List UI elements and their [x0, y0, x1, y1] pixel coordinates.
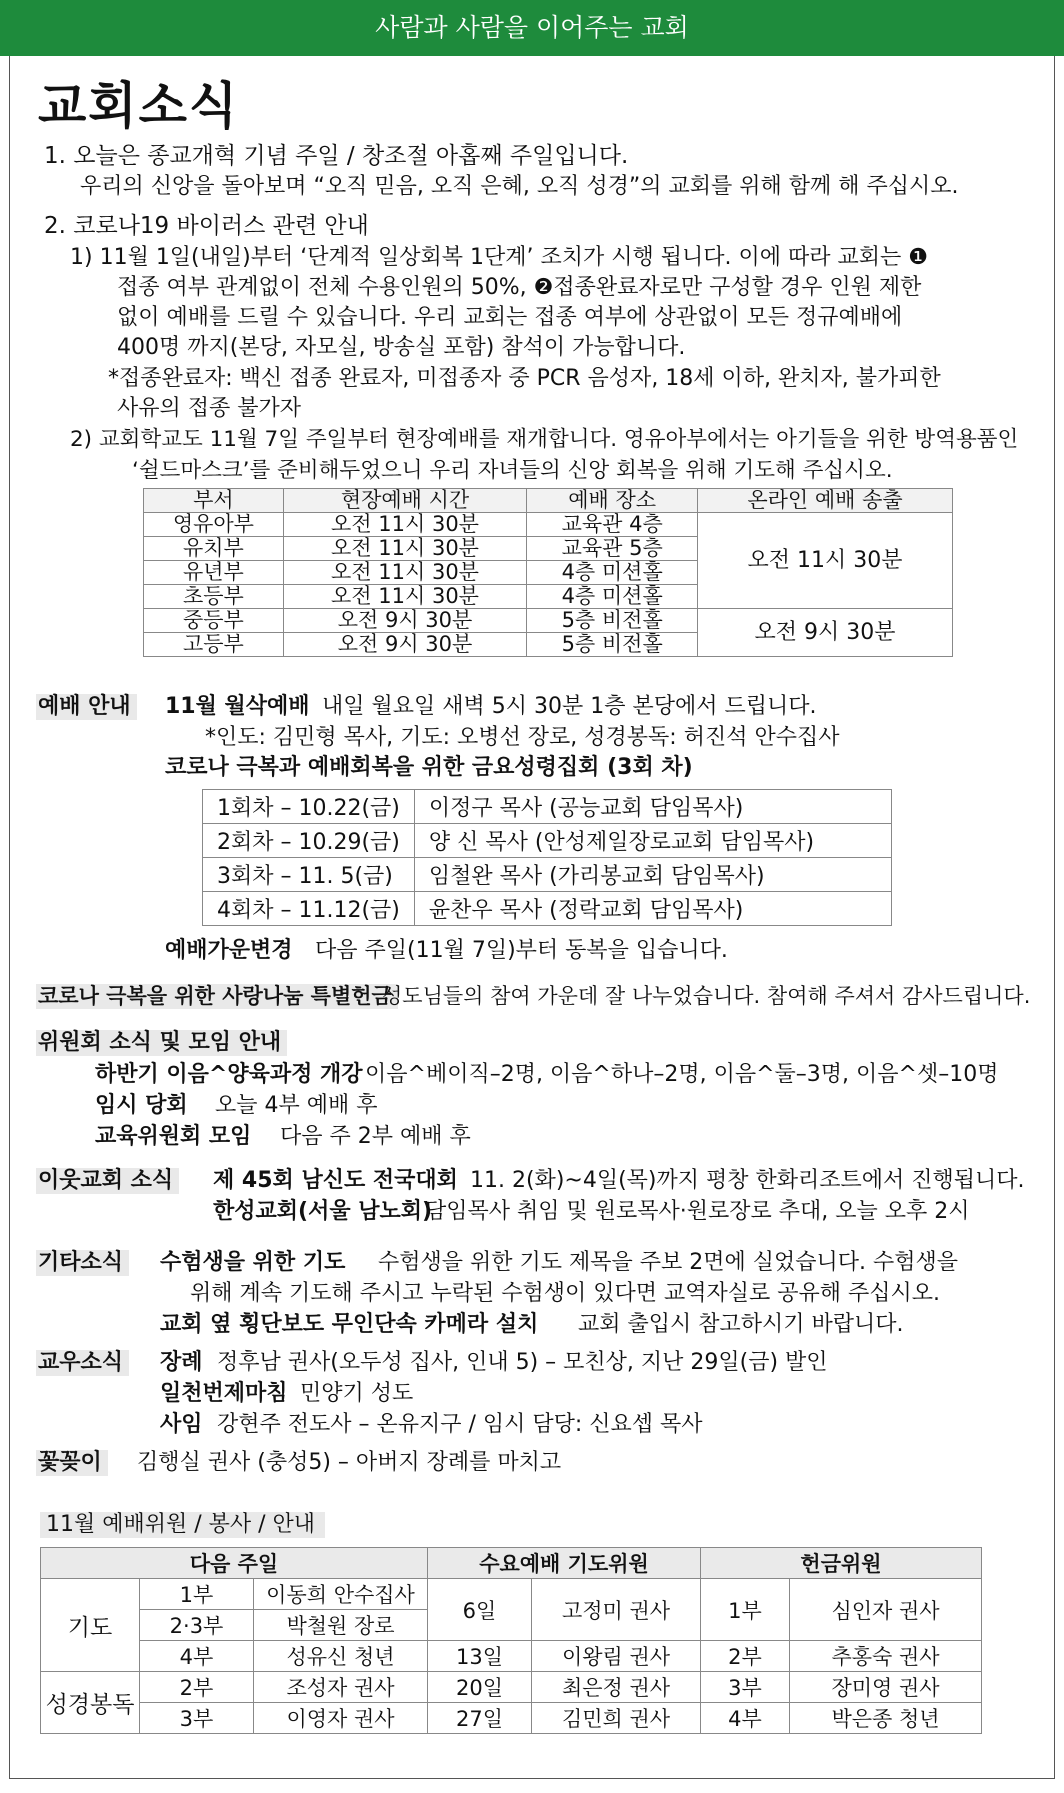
time-cell: 오전 11시 30분	[283, 561, 526, 585]
dept-cell: 유년부	[144, 561, 284, 585]
reading-role-cell: 성경봉독	[41, 1672, 140, 1734]
monthly-worship-title: 11월 월삭예배	[165, 694, 310, 719]
covid-notice-line: 1) 11월 1일(내일)부터 ‘단계적 일상회복 1단계’ 조치가 시행 됩니다. 이에 따라 교회는 ❶	[70, 245, 928, 270]
members-item-title: 장례	[160, 1350, 203, 1375]
covid-notice-line: 없이 예배를 드릴 수 있습니다. 우리 교회는 접종 여부에 상관없이 모든 정규예배에	[117, 305, 903, 330]
person-cell: 박은종 청년	[790, 1703, 982, 1734]
etc-item-title: 수험생을 위한 기도	[160, 1250, 346, 1275]
time-cell: 오전 11시 30분	[283, 513, 526, 537]
members-item-title: 사임	[160, 1412, 203, 1437]
school-worship-table	[143, 488, 953, 657]
service-cell: 4부	[140, 1641, 254, 1672]
committee-item-title: 하반기 이음^양육과정 개강	[95, 1062, 363, 1087]
person-cell: 심인자 권사	[790, 1579, 982, 1641]
session-cell: 4회차 – 11.12(금)	[203, 892, 415, 926]
person-cell: 성유신 청년	[254, 1641, 428, 1672]
flower-section-label: 꽃꽂이	[36, 1450, 108, 1476]
committee-item-text: 다음 주 2부 예배 후	[280, 1124, 471, 1149]
covid-notice-line: *접종완료자: 백신 접종 완료자, 미접종자 중 PCR 음성자, 18세 이하, 완치자, 불가피한	[108, 366, 941, 391]
person-cell: 김민희 권사	[532, 1703, 701, 1734]
table-row	[144, 513, 953, 537]
friday-gathering-table	[202, 789, 892, 926]
service-cell: 1부	[140, 1579, 254, 1610]
etc-item-text: 수험생을 위한 기도 제목을 주보 2면에 실었습니다. 수험생을	[378, 1250, 958, 1275]
place-cell: 교육관 5층	[527, 537, 698, 561]
place-cell: 4층 미션홀	[527, 561, 698, 585]
table-header-cell: 헌금위원	[701, 1548, 982, 1579]
person-cell: 고정미 권사	[532, 1579, 701, 1641]
table-header-row	[144, 489, 953, 513]
table-header-row	[41, 1548, 982, 1579]
covid-notice-line: 400명 까지(본당, 자모실, 방송실 포함) 참석이 가능합니다.	[117, 335, 686, 360]
monthly-worship-roles: *인도: 김민형 목사, 기도: 오병선 장로, 성경봉독: 허진석 안수집사	[205, 725, 840, 750]
neighbor-item-text: 담임목사 취임 및 원로목사·원로장로 추대, 오늘 오후 2시	[425, 1199, 970, 1224]
special-offering-label: 코로나 극복을 위한 사랑나눔 특별헌금	[36, 984, 398, 1009]
news-item-1-body: 우리의 신앙을 돌아보며 “오직 믿음, 오직 은혜, 오직 성경”의 교회를 위해 함께 해 주십시오.	[80, 174, 959, 199]
header-banner: 사람과 사람을 이어주는 교회	[0, 0, 1064, 56]
members-item-text: 정후남 권사(오두성 집사, 인내 5) – 모친상, 지난 29일(금) 발인	[217, 1350, 828, 1375]
table-header-cell: 현장예배 시간	[283, 489, 526, 513]
speaker-cell: 양 신 목사 (안성제일장로교회 담임목사)	[414, 824, 891, 858]
school-notice-line: ‘쉴드마스크’를 준비해두었으니 우리 자녀들의 신앙 회복을 위해 기도해 주십시오.	[132, 458, 893, 483]
time-cell: 오전 11시 30분	[283, 585, 526, 609]
committee-item-title: 교육위원회 모임	[95, 1124, 252, 1149]
members-item-text: 민양기 성도	[300, 1381, 414, 1406]
dept-cell: 초등부	[144, 585, 284, 609]
etc-item-text-cont: 위해 계속 기도해 주시고 누락된 수험생이 있다면 교역자실로 공유해 주십시오.	[190, 1281, 940, 1306]
covid-notice-line: 사유의 접종 불가자	[117, 396, 302, 421]
special-offering-text: 성도님들의 참여 가운데 잘 나누었습니다. 참여해 주셔서 감사드립니다.	[382, 984, 1031, 1008]
speaker-cell: 임철완 목사 (가리봉교회 담임목사)	[414, 858, 891, 892]
neighbor-item-title: 한성교회(서울 남노회)	[213, 1199, 433, 1224]
members-item-text: 강현주 전도사 – 온유지구 / 임시 담당: 신요셉 목사	[217, 1412, 703, 1437]
online-cell: 오전 9시 30분	[698, 609, 953, 657]
duty-section-label: 11월 예배위원 / 봉사 / 안내	[40, 1512, 325, 1538]
service-cell: 3부	[140, 1703, 254, 1734]
etc-item-title: 교회 옆 횡단보도 무인단속 카메라 설치	[160, 1312, 539, 1337]
committee-section-label: 위원회 소식 및 모임 안내	[36, 1030, 287, 1056]
place-cell: 5층 비전홀	[527, 609, 698, 633]
etc-item-text: 교회 출입시 참고하시기 바랍니다.	[578, 1312, 904, 1337]
table-row	[203, 892, 892, 926]
gown-change-text: 다음 주일(11월 7일)부터 동복을 입습니다.	[315, 938, 728, 963]
service-cell: 4부	[701, 1703, 790, 1734]
dept-cell: 중등부	[144, 609, 284, 633]
person-cell: 최은정 권사	[532, 1672, 701, 1703]
members-item-title: 일천번제마침	[160, 1381, 288, 1406]
table-header-cell: 예배 장소	[527, 489, 698, 513]
gown-change-title: 예배가운변경	[165, 938, 293, 963]
table-row	[144, 609, 953, 633]
monthly-worship-text: 내일 월요일 새벽 5시 30분 1층 본당에서 드립니다.	[322, 694, 817, 719]
table-row	[41, 1703, 982, 1734]
person-cell: 추홍숙 권사	[790, 1641, 982, 1672]
friday-gathering-title: 코로나 극복과 예배회복을 위한 금요성령집회 (3회 차)	[165, 755, 693, 780]
news-item-2-title: 2. 코로나19 바이러스 관련 안내	[44, 213, 369, 239]
neighbor-item-title: 제 45회 남신도 전국대회	[213, 1168, 458, 1193]
person-cell: 이영자 권사	[254, 1703, 428, 1734]
person-cell: 박철원 장로	[254, 1610, 428, 1641]
flower-text: 김행실 권사 (충성5) – 아버지 장례를 마치고	[137, 1450, 562, 1475]
date-cell: 20일	[428, 1672, 532, 1703]
page-title: 교회소식	[38, 77, 240, 135]
committee-item-text: 오늘 4부 예배 후	[215, 1093, 378, 1118]
service-cell: 1부	[701, 1579, 790, 1641]
online-cell: 오전 11시 30분	[698, 513, 953, 609]
table-header-cell: 다음 주일	[41, 1548, 428, 1579]
person-cell: 이동희 안수집사	[254, 1579, 428, 1610]
place-cell: 교육관 4층	[527, 513, 698, 537]
session-cell: 2회차 – 10.29(금)	[203, 824, 415, 858]
members-section-label: 교우소식	[36, 1350, 129, 1376]
speaker-cell: 윤찬우 목사 (정락교회 담임목사)	[414, 892, 891, 926]
person-cell: 이왕림 권사	[532, 1641, 701, 1672]
session-cell: 3회차 – 11. 5(금)	[203, 858, 415, 892]
table-row	[203, 824, 892, 858]
committee-item-title: 임시 당회	[95, 1093, 188, 1118]
service-cell: 3부	[701, 1672, 790, 1703]
time-cell: 오전 11시 30분	[283, 537, 526, 561]
school-notice-line: 2) 교회학교도 11월 7일 주일부터 현장예배를 재개합니다. 영유아부에서는 아기들을 위한 방역용품인	[70, 427, 1019, 452]
place-cell: 4층 미션홀	[527, 585, 698, 609]
place-cell: 5층 비전홀	[527, 633, 698, 657]
dept-cell: 고등부	[144, 633, 284, 657]
table-row	[203, 790, 892, 824]
person-cell: 장미영 권사	[790, 1672, 982, 1703]
table-row	[203, 858, 892, 892]
dept-cell: 유치부	[144, 537, 284, 561]
table-header-cell: 수요예배 기도위원	[428, 1548, 701, 1579]
date-cell: 13일	[428, 1641, 532, 1672]
speaker-cell: 이정구 목사 (공능교회 담임목사)	[414, 790, 891, 824]
prayer-role-cell: 기도	[41, 1579, 140, 1672]
neighbor-section-label: 이웃교회 소식	[36, 1168, 179, 1194]
table-header-cell: 부서	[144, 489, 284, 513]
date-cell: 6일	[428, 1579, 532, 1641]
worship-section-label: 예배 안내	[36, 694, 137, 720]
committee-item-text: 이음^베이직–2명, 이음^하나–2명, 이음^둘–3명, 이음^셋–10명	[365, 1062, 999, 1087]
table-header-cell: 온라인 예배 송출	[698, 489, 953, 513]
time-cell: 오전 9시 30분	[283, 633, 526, 657]
session-cell: 1회차 – 10.22(금)	[203, 790, 415, 824]
etc-section-label: 기타소식	[36, 1250, 129, 1276]
service-cell: 2부	[140, 1672, 254, 1703]
table-row	[41, 1579, 982, 1610]
table-row	[41, 1641, 982, 1672]
time-cell: 오전 9시 30분	[283, 609, 526, 633]
dept-cell: 영유아부	[144, 513, 284, 537]
service-cell: 2부	[701, 1641, 790, 1672]
person-cell: 조성자 권사	[254, 1672, 428, 1703]
neighbor-item-text: 11. 2(화)~4일(목)까지 평창 한화리조트에서 진행됩니다.	[470, 1168, 1025, 1193]
news-item-1-title: 1. 오늘은 종교개혁 기념 주일 / 창조절 아홉째 주일입니다.	[44, 143, 629, 169]
duty-table	[40, 1547, 982, 1734]
date-cell: 27일	[428, 1703, 532, 1734]
service-cell: 2·3부	[140, 1610, 254, 1641]
covid-notice-line: 접종 여부 관계없이 전체 수용인원의 50%, ❷접종완료자로만 구성할 경우 인원 제한	[117, 275, 922, 300]
